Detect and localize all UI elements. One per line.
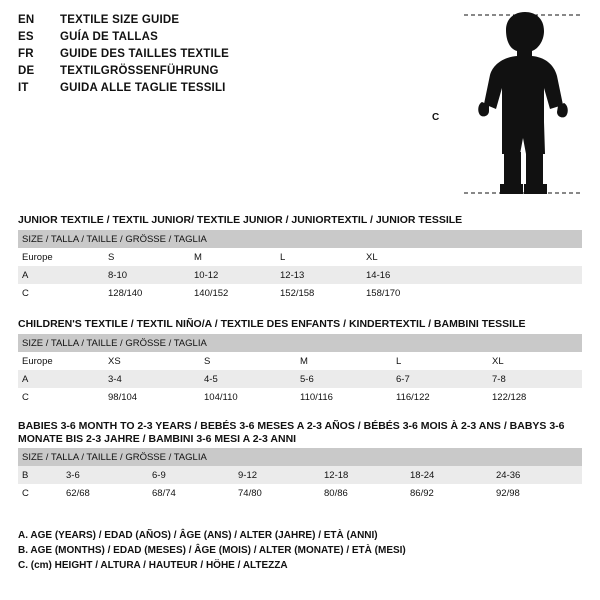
junior-col-xl: XL	[362, 248, 448, 266]
junior-col-europe: Europe	[18, 248, 104, 266]
children-row-c-label: C	[18, 388, 104, 406]
children-col-m: M	[296, 352, 392, 370]
junior-row-c-v0: 128/140	[104, 284, 190, 302]
table-row	[18, 266, 582, 284]
children-row-a-v4: 7-8	[488, 370, 582, 388]
babies-row-c-v4: 86/92	[406, 484, 492, 502]
children-row-a-v0: 3-4	[104, 370, 200, 388]
junior-header-label: SIZE / TALLA / TAILLE / GRÖSSE / TAGLIA	[18, 230, 582, 248]
babies-row-b-label: B	[18, 466, 62, 484]
babies-row-b-v1: 6-9	[148, 466, 234, 484]
children-col-l: L	[392, 352, 488, 370]
language-row-es	[18, 31, 438, 48]
junior-row-a-v2: 12-13	[276, 266, 362, 284]
child-figure	[432, 8, 582, 203]
babies-row-b-v0: 3-6	[62, 466, 148, 484]
junior-col-s: S	[104, 248, 190, 266]
junior-row-a-v0: 8-10	[104, 266, 190, 284]
legend-line-c: C. (cm) HEIGHT / ALTURA / HAUTEUR / HÖHE / ALTEZZA	[18, 560, 288, 571]
table-row	[18, 466, 582, 484]
children-row-c-v0: 98/104	[104, 388, 200, 406]
babies-row-b-v3: 12-18	[320, 466, 406, 484]
table-row	[18, 334, 582, 352]
children-header-label: SIZE / TALLA / TAILLE / GRÖSSE / TAGLIA	[18, 334, 582, 352]
junior-row-c-label: C	[18, 284, 104, 302]
junior-row-a-label: A	[18, 266, 104, 284]
children-row-a-v2: 5-6	[296, 370, 392, 388]
junior-row-a-v3: 14-16	[362, 266, 448, 284]
language-code-es: ES	[18, 31, 34, 43]
children-col-europe: Europe	[18, 352, 104, 370]
babies-row-c-v0: 62/68	[62, 484, 148, 502]
language-header	[18, 14, 438, 99]
children-col-s: S	[200, 352, 296, 370]
babies-row-b-v2: 9-12	[234, 466, 320, 484]
section-children	[18, 318, 582, 406]
section-babies	[18, 420, 582, 502]
language-title-es: GUÍA DE TALLAS	[60, 31, 158, 43]
babies-row-c-label: C	[18, 484, 62, 502]
language-row-en	[18, 14, 438, 31]
legend-line-a: A. AGE (YEARS) / EDAD (AÑOS) / ÂGE (ANS) / ALTER (JAHRE) / ETÀ (ANNI)	[18, 530, 378, 541]
language-title-it: GUIDA ALLE TAGLIE TESSILI	[60, 82, 226, 94]
children-row-a-label: A	[18, 370, 104, 388]
table-row	[18, 248, 582, 266]
junior-size-table	[18, 230, 582, 302]
children-row-c-v2: 110/116	[296, 388, 392, 406]
table-row	[18, 484, 582, 502]
junior-col-l: L	[276, 248, 362, 266]
language-code-de: DE	[18, 65, 35, 77]
junior-row-c-v3: 158/170	[362, 284, 448, 302]
legend-line-b: B. AGE (MONTHS) / EDAD (MESES) / ÂGE (MOIS) / ALTER (MONATE) / ETÀ (MESI)	[18, 545, 406, 556]
section-junior-title: JUNIOR TEXTILE / TEXTIL JUNIOR/ TEXTILE JUNIOR / JUNIORTEXTIL / JUNIOR TESSILE	[18, 214, 463, 226]
section-children-title: CHILDREN'S TEXTILE / TEXTIL NIÑO/A / TEXTILE DES ENFANTS / KINDERTEXTIL / BAMBINI TESSILE	[18, 318, 526, 330]
children-row-c-v1: 104/110	[200, 388, 296, 406]
babies-row-c-v5: 92/98	[492, 484, 582, 502]
table-row	[18, 352, 582, 370]
language-title-en: TEXTILE SIZE GUIDE	[60, 14, 180, 26]
babies-row-c-v1: 68/74	[148, 484, 234, 502]
children-size-table	[18, 334, 582, 406]
language-title-fr: GUIDE DES TAILLES TEXTILE	[60, 48, 229, 60]
language-row-de	[18, 65, 438, 82]
children-row-c-v3: 116/122	[392, 388, 488, 406]
children-col-xl: XL	[488, 352, 582, 370]
junior-row-c-v1: 140/152	[190, 284, 276, 302]
babies-row-b-v4: 18-24	[406, 466, 492, 484]
babies-row-c-v2: 74/80	[234, 484, 320, 502]
language-row-fr	[18, 48, 438, 65]
language-code-it: IT	[18, 82, 29, 94]
table-row	[18, 388, 582, 406]
junior-col-m: M	[190, 248, 276, 266]
language-code-en: EN	[18, 14, 35, 26]
section-babies-title: BABIES 3-6 MONTH TO 2-3 YEARS / BEBÉS 3-6 MESES A 2-3 AÑOS / BÉBÉS 3-6 MOIS À 2-3 ANS / BABYS 3-6 MONATE BIS 2-3 JAHRE / BAMBINI 3-6 MESI A 2-3 ANNI	[18, 420, 565, 445]
children-row-c-v4: 122/128	[488, 388, 582, 406]
table-row	[18, 370, 582, 388]
language-row-it	[18, 82, 438, 99]
children-col-xs: XS	[104, 352, 200, 370]
height-measure-label: C	[432, 112, 440, 123]
junior-row-a-v1: 10-12	[190, 266, 276, 284]
table-row	[18, 230, 582, 248]
language-code-fr: FR	[18, 48, 34, 60]
section-junior	[18, 214, 582, 302]
legend	[18, 528, 582, 573]
junior-row-c-v2: 152/158	[276, 284, 362, 302]
language-title-de: TEXTILGRÖSSENFÜHRUNG	[60, 65, 219, 77]
table-row	[18, 284, 582, 302]
babies-row-c-v3: 80/86	[320, 484, 406, 502]
babies-size-table	[18, 448, 582, 502]
babies-header-label: SIZE / TALLA / TAILLE / GRÖSSE / TAGLIA	[18, 448, 582, 466]
table-row	[18, 448, 582, 466]
child-silhouette-icon	[462, 8, 582, 200]
children-row-a-v1: 4-5	[200, 370, 296, 388]
babies-row-b-v5: 24-36	[492, 466, 582, 484]
children-row-a-v3: 6-7	[392, 370, 488, 388]
